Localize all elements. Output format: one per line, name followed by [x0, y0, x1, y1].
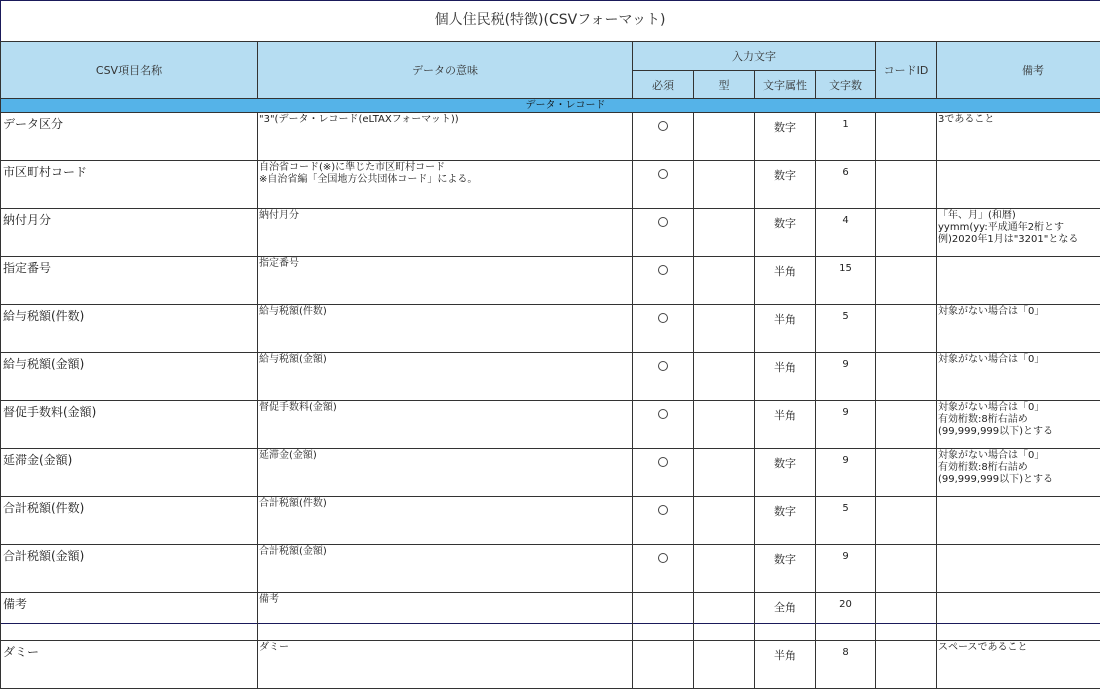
- required-circle-icon: [658, 505, 668, 515]
- cell-type: [694, 593, 755, 641]
- cell-code-id: [876, 641, 937, 689]
- cell-code-id: [876, 497, 937, 545]
- cell-notes: [937, 161, 1100, 209]
- cell-type: [694, 209, 755, 257]
- note-line: 「年、月」(和暦): [938, 210, 1100, 222]
- cell-type: [694, 641, 755, 689]
- cell-type: [694, 161, 755, 209]
- cell-item-name: 指定番号: [1, 257, 258, 305]
- page-title: 個人住民税(特徴)(CSVフォーマット): [0, 0, 1100, 41]
- table-row: [1, 305, 1100, 353]
- required-circle-icon: [658, 217, 668, 227]
- cell-attr: 半角: [755, 257, 816, 305]
- header-attr: 文字属性: [755, 71, 816, 99]
- cell-type: [694, 113, 755, 161]
- note-line: 有効桁数:8桁右詰め: [938, 462, 1100, 474]
- meaning-line: 給与税額(金額): [259, 354, 632, 366]
- note-line: yymm(yy:平成通年2桁とす: [938, 222, 1100, 234]
- table-row: [1, 545, 1100, 593]
- table-row: [1, 113, 1100, 161]
- cell-length: 5: [816, 497, 876, 545]
- cell-meaning: [258, 113, 633, 161]
- cell-type: [694, 401, 755, 449]
- cell-required: [633, 209, 694, 257]
- cell-code-id: [876, 257, 937, 305]
- cell-required: [633, 497, 694, 545]
- cell-attr: 数字: [755, 161, 816, 209]
- cell-notes: [937, 497, 1100, 545]
- cell-meaning: [258, 257, 633, 305]
- cell-meaning: [258, 641, 633, 689]
- cell-meaning: [258, 545, 633, 593]
- note-line: 対象がない場合は「0」: [938, 306, 1100, 318]
- cell-notes: [937, 641, 1100, 689]
- meaning-line: 納付月分: [259, 210, 632, 222]
- cell-meaning: [258, 497, 633, 545]
- cell-code-id: [876, 593, 937, 641]
- cell-attr: 数字: [755, 449, 816, 497]
- cell-item-name: 督促手数料(金額): [1, 401, 258, 449]
- cell-required: [633, 353, 694, 401]
- meaning-line: 自治省コード(※)に準じた市区町村コード: [259, 162, 632, 174]
- table-row: [1, 449, 1100, 497]
- cell-attr: 半角: [755, 401, 816, 449]
- cell-type: [694, 257, 755, 305]
- required-circle-icon: [658, 265, 668, 275]
- cell-length: 20: [816, 593, 876, 641]
- cell-notes: [937, 257, 1100, 305]
- cell-meaning: [258, 449, 633, 497]
- cell-item-name: 給与税額(金額): [1, 353, 258, 401]
- cell-attr: 数字: [755, 545, 816, 593]
- note-line: 対象がない場合は「0」: [938, 450, 1100, 462]
- cell-length: 9: [816, 545, 876, 593]
- table-row: [1, 257, 1100, 305]
- header-input: 入力文字: [633, 42, 876, 71]
- cell-type: [694, 449, 755, 497]
- required-circle-icon: [658, 361, 668, 371]
- cell-required: [633, 449, 694, 497]
- cell-meaning: [258, 593, 633, 641]
- table-row: [1, 593, 1100, 641]
- cell-length: 1: [816, 113, 876, 161]
- cell-attr: 数字: [755, 497, 816, 545]
- cell-code-id: [876, 305, 937, 353]
- table-row: [1, 401, 1100, 449]
- cell-required: [633, 113, 694, 161]
- cell-item-name: 納付月分: [1, 209, 258, 257]
- meaning-line: ※自治省編「全国地方公共団体コード」による。: [259, 174, 632, 186]
- meaning-line: ダミー: [259, 642, 632, 654]
- cell-required: [633, 305, 694, 353]
- cell-notes: [937, 305, 1100, 353]
- cell-type: [694, 497, 755, 545]
- cell-item-name: 合計税額(件数): [1, 497, 258, 545]
- required-circle-icon: [658, 169, 668, 179]
- cell-item-name: 市区町村コード: [1, 161, 258, 209]
- table-row: [1, 641, 1100, 689]
- meaning-line: "3"(データ・レコード(eLTAXフォーマット)): [259, 114, 632, 126]
- section-data-record: データ・レコード: [1, 99, 1100, 113]
- meaning-line: 備考: [259, 594, 632, 606]
- header-notes: 備考: [937, 42, 1100, 99]
- note-line: 3であること: [938, 114, 1100, 126]
- cell-required: [633, 545, 694, 593]
- cell-attr: 数字: [755, 209, 816, 257]
- cell-code-id: [876, 161, 937, 209]
- meaning-line: 指定番号: [259, 258, 632, 270]
- header-code-id: コードID: [876, 42, 937, 99]
- cell-length: 6: [816, 161, 876, 209]
- cell-required: [633, 641, 694, 689]
- cell-item-name: 合計税額(金額): [1, 545, 258, 593]
- cell-length: 5: [816, 305, 876, 353]
- cell-notes: [937, 545, 1100, 593]
- meaning-line: 給与税額(件数): [259, 306, 632, 318]
- note-line: 対象がない場合は「0」: [938, 402, 1100, 414]
- cell-attr: 数字: [755, 113, 816, 161]
- cell-length: 15: [816, 257, 876, 305]
- cell-type: [694, 305, 755, 353]
- header-item: CSV項目名称: [1, 42, 258, 99]
- cell-length: 9: [816, 449, 876, 497]
- header-meaning: データの意味: [258, 42, 633, 99]
- cell-required: [633, 593, 694, 641]
- cell-required: [633, 161, 694, 209]
- cell-required: [633, 257, 694, 305]
- cell-length: 8: [816, 641, 876, 689]
- cell-attr: 全角: [755, 593, 816, 641]
- cell-meaning: [258, 161, 633, 209]
- cell-code-id: [876, 209, 937, 257]
- cell-code-id: [876, 401, 937, 449]
- note-line: スペースであること: [938, 642, 1100, 654]
- cell-type: [694, 353, 755, 401]
- cell-attr: 半角: [755, 353, 816, 401]
- cell-code-id: [876, 113, 937, 161]
- note-line: 有効桁数:8桁右詰め: [938, 414, 1100, 426]
- note-line: (99,999,999以下)とする: [938, 426, 1100, 438]
- cell-meaning: [258, 401, 633, 449]
- cell-notes: [937, 113, 1100, 161]
- table-row: [1, 209, 1100, 257]
- note-line: 対象がない場合は「0」: [938, 354, 1100, 366]
- cell-code-id: [876, 353, 937, 401]
- meaning-line: 合計税額(件数): [259, 498, 632, 510]
- meaning-line: 合計税額(金額): [259, 546, 632, 558]
- note-line: 例)2020年1月は"3201"となる: [938, 234, 1100, 246]
- table-row: [1, 353, 1100, 401]
- cell-attr: 半角: [755, 305, 816, 353]
- required-circle-icon: [658, 553, 668, 563]
- cell-meaning: [258, 353, 633, 401]
- cell-required: [633, 401, 694, 449]
- header-type: 型: [694, 71, 755, 99]
- cell-notes: [937, 209, 1100, 257]
- cell-code-id: [876, 545, 937, 593]
- cell-notes: [937, 353, 1100, 401]
- header-required: 必須: [633, 71, 694, 99]
- cell-item-name: 給与税額(件数): [1, 305, 258, 353]
- meaning-line: 延滞金(金額): [259, 450, 632, 462]
- cell-item-name: 備考: [1, 593, 258, 641]
- required-circle-icon: [658, 313, 668, 323]
- cell-notes: [937, 401, 1100, 449]
- required-circle-icon: [658, 409, 668, 419]
- cell-meaning: [258, 209, 633, 257]
- cell-meaning: [258, 305, 633, 353]
- table-row: [1, 497, 1100, 545]
- cell-length: 4: [816, 209, 876, 257]
- cell-code-id: [876, 449, 937, 497]
- required-circle-icon: [658, 457, 668, 467]
- cell-notes: [937, 593, 1100, 641]
- required-circle-icon: [658, 121, 668, 131]
- cell-notes: [937, 449, 1100, 497]
- header-length: 文字数: [816, 71, 876, 99]
- cell-type: [694, 545, 755, 593]
- cell-attr: 半角: [755, 641, 816, 689]
- cell-length: 9: [816, 401, 876, 449]
- cell-item-name: データ区分: [1, 113, 258, 161]
- table-row: [1, 161, 1100, 209]
- note-line: (99,999,999以下)とする: [938, 474, 1100, 486]
- csv-format-table: [0, 41, 1100, 689]
- cell-item-name: 延滞金(金額): [1, 449, 258, 497]
- meaning-line: 督促手数料(金額): [259, 402, 632, 414]
- cell-item-name: ダミー: [1, 641, 258, 689]
- cell-length: 9: [816, 353, 876, 401]
